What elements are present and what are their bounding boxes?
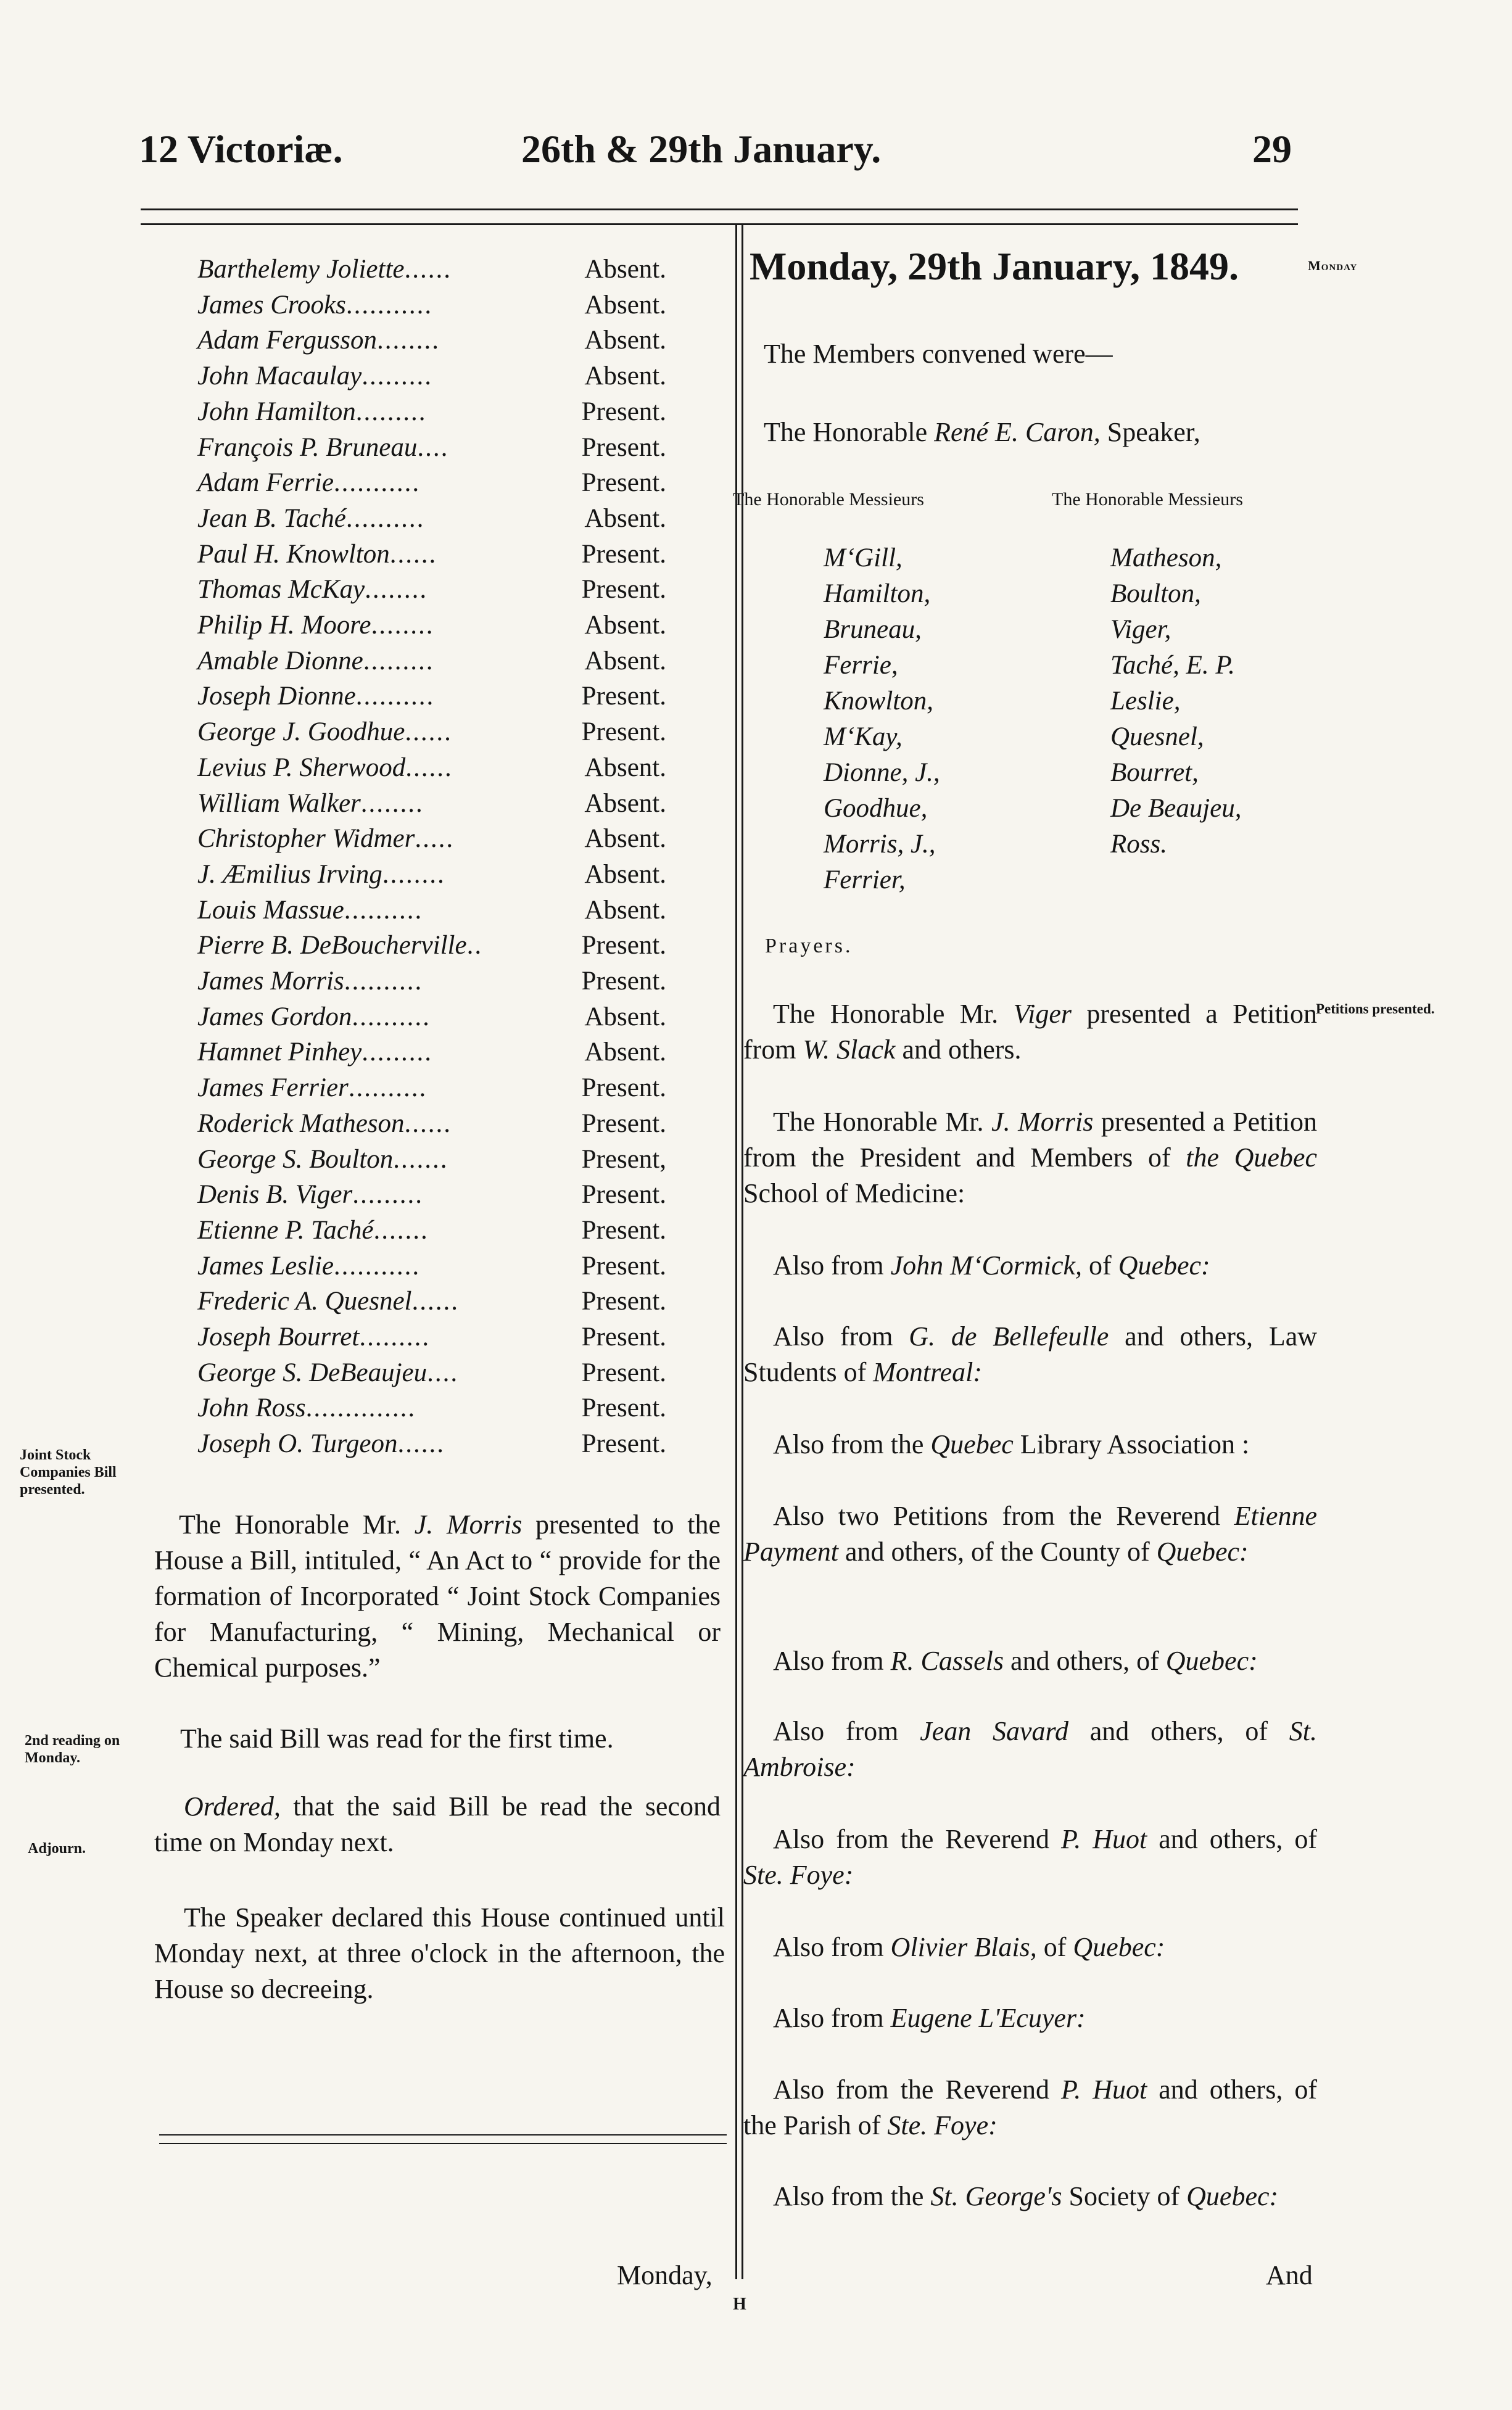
member-present-left: Bruneau, bbox=[824, 615, 922, 644]
division-row bbox=[197, 254, 666, 289]
division-row bbox=[197, 930, 666, 965]
dot-leader: ........ bbox=[365, 575, 428, 605]
member-name: Adam Fergusson bbox=[197, 326, 378, 355]
member-present-right: De Beaujeu, bbox=[1110, 794, 1242, 823]
attendance-status: Present. bbox=[581, 1287, 666, 1316]
running-head-left: 12 Victoriæ. bbox=[139, 127, 343, 171]
division-row bbox=[197, 1037, 666, 1071]
text: and others, of the Parish of bbox=[743, 2074, 1317, 2140]
division-row bbox=[197, 539, 666, 574]
attendance-status: Absent. bbox=[584, 895, 666, 925]
margin-note-monday: Monday bbox=[1308, 258, 1358, 273]
member-present-left: Morris, J., bbox=[824, 830, 936, 859]
petition-paragraph bbox=[743, 2072, 1317, 2144]
text: presented a Petition from bbox=[743, 999, 1318, 1065]
division-row bbox=[197, 1215, 666, 1250]
member-present-left: Dionne, J., bbox=[824, 758, 940, 787]
petition-name: W. Slack bbox=[803, 1034, 896, 1065]
division-row bbox=[197, 1251, 666, 1285]
dot-leader: .......... bbox=[348, 1073, 428, 1103]
petition-paragraph bbox=[743, 1319, 1317, 1390]
member-present-right: Matheson, bbox=[1110, 543, 1222, 572]
member-present-left: Hamilton, bbox=[824, 579, 931, 608]
member-name: Christopher Widmer bbox=[197, 824, 415, 854]
member-name: John Ross bbox=[197, 1393, 306, 1423]
attendance-status: Absent. bbox=[584, 1038, 666, 1067]
members-convened: The Members convened were— bbox=[764, 339, 1113, 369]
dot-leader: ........ bbox=[377, 326, 440, 355]
dot-leader: ......... bbox=[355, 397, 427, 426]
petition-paragraph bbox=[743, 1643, 1317, 1679]
division-row bbox=[197, 468, 666, 502]
member-name: Amable Dionne bbox=[197, 646, 363, 675]
text: of bbox=[1082, 1250, 1118, 1281]
dot-leader: .. bbox=[466, 931, 483, 960]
division-row bbox=[197, 1179, 666, 1214]
member-name: J. Morris bbox=[414, 1509, 523, 1540]
header-rule-top bbox=[141, 208, 1298, 210]
text: School of Medicine: bbox=[743, 1178, 965, 1208]
petition-name: Etienne Payment bbox=[743, 1501, 1317, 1567]
member-name: Etienne P. Taché bbox=[197, 1215, 374, 1245]
division-row bbox=[197, 1108, 666, 1143]
attendance-status: Present. bbox=[581, 1108, 666, 1138]
petition-paragraph bbox=[743, 1248, 1317, 1284]
dot-leader: ......... bbox=[363, 646, 434, 675]
petition-name: R. Cassels bbox=[890, 1646, 1004, 1676]
division-row bbox=[197, 823, 666, 858]
dot-leader: ...... bbox=[404, 255, 452, 284]
member-present-left: Ferrier, bbox=[824, 865, 906, 894]
text: Also from bbox=[773, 1932, 891, 1962]
text: Library Association : bbox=[1013, 1429, 1250, 1459]
margin-note-second-reading: 2nd reading on Monday. bbox=[25, 1733, 120, 1766]
text: and others, of bbox=[1068, 1716, 1289, 1746]
attendance-status: Present. bbox=[581, 397, 666, 426]
division-row bbox=[197, 432, 666, 467]
petition-name: Jean Savard bbox=[920, 1716, 1069, 1746]
member-present-left: Knowlton, bbox=[824, 687, 934, 716]
member-name: Denis B. Viger bbox=[197, 1180, 353, 1210]
division-row bbox=[197, 1358, 666, 1392]
dot-leader: ....... bbox=[373, 1215, 429, 1245]
dot-leader: ......... bbox=[361, 1038, 433, 1067]
member-name: Philip H. Moore bbox=[197, 611, 371, 640]
member-name: Paul H. Knowlton bbox=[197, 539, 390, 569]
attendance-status: Present. bbox=[581, 1073, 666, 1103]
petition-name: Olivier Blais, bbox=[890, 1932, 1037, 1962]
speaker-line bbox=[764, 415, 1200, 450]
dot-leader: .......... bbox=[352, 1002, 431, 1031]
attendance-status: Absent. bbox=[584, 326, 666, 355]
division-row bbox=[197, 966, 666, 1001]
member-present-right: Bourret, bbox=[1110, 758, 1199, 787]
dot-leader: ........ bbox=[360, 788, 424, 818]
member-name: Joseph O. Turgeon bbox=[197, 1429, 398, 1459]
dot-leader: ..... bbox=[415, 824, 455, 854]
petition-paragraph bbox=[743, 1498, 1317, 1570]
text: Also from the Reverend bbox=[773, 2074, 1062, 2105]
signature-mark: H bbox=[733, 2295, 746, 2314]
dot-leader: ......... bbox=[359, 1323, 431, 1351]
dot-leader: .......... bbox=[355, 682, 435, 711]
division-row bbox=[197, 397, 666, 431]
text: The Honorable Mr. bbox=[773, 1107, 992, 1137]
text: The Honorable Mr. bbox=[773, 999, 1014, 1029]
attendance-status: Absent. bbox=[584, 859, 666, 889]
attendance-status: Present, bbox=[581, 1144, 666, 1174]
division-row bbox=[197, 717, 666, 751]
first-reading-paragraph: The said Bill was read for the first time. bbox=[180, 1723, 614, 1754]
attendance-status: Present. bbox=[581, 1358, 666, 1387]
margin-note-joint-stock: Joint Stock Companies Bill presented. bbox=[20, 1447, 117, 1498]
members-header-right: The Honorable Messieurs bbox=[1052, 489, 1243, 510]
division-row bbox=[197, 859, 666, 894]
member-present-left: Goodhue, bbox=[824, 794, 928, 823]
text: Also two Petitions from the Reverend bbox=[773, 1501, 1234, 1531]
division-row bbox=[197, 1322, 666, 1356]
member-name: John Hamilton bbox=[197, 397, 356, 426]
dot-leader: ........ bbox=[371, 611, 434, 640]
member-present-right: Boulton, bbox=[1110, 579, 1201, 608]
division-row bbox=[197, 503, 666, 538]
ordered-paragraph bbox=[154, 1789, 721, 1860]
attendance-status: Present. bbox=[581, 575, 666, 605]
petition-name: Ste. Foye: bbox=[887, 2110, 998, 2140]
text: The Honorable Mr. bbox=[179, 1509, 415, 1540]
attendance-status: Absent. bbox=[584, 788, 666, 818]
division-row bbox=[197, 574, 666, 609]
running-head-center: 26th & 29th January. bbox=[521, 127, 882, 171]
member-name: George J. Goodhue bbox=[197, 717, 405, 747]
text: Also from bbox=[773, 2003, 891, 2033]
member-name: Roderick Matheson bbox=[197, 1108, 405, 1138]
date-heading: Monday, 29th January, 1849. bbox=[750, 244, 1239, 288]
text: Also from bbox=[773, 1250, 891, 1281]
petition-name: Eugene L'Ecuyer: bbox=[890, 2003, 1086, 2033]
member-name: Frederic A. Quesnel bbox=[197, 1287, 412, 1316]
prayers-heading: Prayers. bbox=[765, 935, 853, 957]
member-present-right: Taché, E. P. bbox=[1110, 651, 1235, 680]
dot-leader: ...... bbox=[389, 539, 437, 569]
column-divider-a bbox=[735, 225, 737, 2279]
attendance-status: Absent. bbox=[584, 646, 666, 675]
dot-leader: ....... bbox=[393, 1144, 448, 1174]
member-name: James Ferrier bbox=[197, 1073, 349, 1103]
member-name: Jean B. Taché bbox=[197, 503, 346, 533]
attendance-status: Present. bbox=[581, 468, 666, 498]
petition-name: Quebec: bbox=[1165, 1646, 1258, 1676]
petition-paragraph bbox=[743, 1822, 1317, 1893]
petition-paragraph bbox=[743, 2179, 1317, 2214]
dot-leader: ...... bbox=[397, 1429, 445, 1459]
member-name: Pierre B. DeBoucherville bbox=[197, 931, 467, 960]
text: Also from the bbox=[773, 1429, 931, 1459]
end-rule-top bbox=[159, 2134, 727, 2136]
member-name: James Morris bbox=[197, 967, 344, 996]
petition-name: Ste. Foye: bbox=[743, 1860, 854, 1890]
catchword-right: And bbox=[1266, 2260, 1313, 2290]
dot-leader: .......... bbox=[345, 503, 425, 533]
text: Also from bbox=[773, 1716, 920, 1746]
petition-name: Quebec bbox=[930, 1429, 1014, 1459]
dot-leader: ......... bbox=[361, 361, 433, 391]
text: The Honorable bbox=[764, 417, 935, 447]
dot-leader: .......... bbox=[344, 895, 423, 925]
member-present-right: Ross. bbox=[1110, 830, 1167, 859]
petition-name: J. Morris bbox=[991, 1107, 1094, 1137]
attendance-status: Absent. bbox=[584, 503, 666, 533]
attendance-status: Present. bbox=[581, 1251, 666, 1281]
dot-leader: .............. bbox=[305, 1393, 416, 1423]
attendance-status: Absent. bbox=[584, 824, 666, 854]
text: Also from bbox=[773, 1646, 891, 1676]
petition-name: Quebec: bbox=[1073, 1932, 1165, 1962]
member-name: François P. Bruneau bbox=[197, 432, 418, 462]
text: Also from the Reverend bbox=[773, 1824, 1062, 1854]
catchword-left: Monday, bbox=[617, 2260, 713, 2290]
dot-leader: ...... bbox=[404, 1108, 452, 1138]
dot-leader: .... bbox=[427, 1358, 459, 1387]
member-name: Levius P. Sherwood bbox=[197, 753, 406, 782]
speaker-name: René E. Caron, bbox=[934, 417, 1101, 447]
dot-leader: .......... bbox=[344, 967, 423, 996]
division-row bbox=[197, 1429, 666, 1463]
member-name: Joseph Dionne bbox=[197, 682, 356, 711]
division-row bbox=[197, 325, 666, 360]
member-name: James Leslie bbox=[197, 1251, 334, 1281]
attendance-status: Present. bbox=[581, 1393, 666, 1423]
member-name: Adam Ferrie bbox=[197, 468, 334, 498]
attendance-status: Absent. bbox=[584, 255, 666, 284]
member-name: J. Æmilius Irving bbox=[197, 859, 382, 889]
division-row bbox=[197, 646, 666, 680]
division-row bbox=[197, 290, 666, 324]
dot-leader: ........ bbox=[382, 859, 445, 889]
attendance-status: Absent. bbox=[584, 361, 666, 391]
bill-presented-paragraph bbox=[154, 1507, 721, 1686]
petition-name: P. Huot bbox=[1061, 1824, 1147, 1854]
division-row bbox=[197, 1073, 666, 1107]
member-name: Barthelemy Joliette bbox=[197, 255, 405, 284]
petition-name: Quebec: bbox=[1156, 1537, 1249, 1567]
attendance-status: Present. bbox=[581, 1429, 666, 1459]
member-name: George S. DeBeaujeu bbox=[197, 1358, 428, 1387]
text: and others. bbox=[895, 1034, 1022, 1065]
petition-name: Montreal: bbox=[873, 1357, 983, 1387]
petition-name: St. Ambroise: bbox=[743, 1716, 1317, 1782]
attendance-status: Absent. bbox=[584, 290, 666, 320]
member-present-right: Quesnel, bbox=[1110, 722, 1204, 751]
attendance-status: Absent. bbox=[584, 1002, 666, 1031]
dot-leader: ........... bbox=[333, 468, 421, 498]
text: and others, of the County of bbox=[838, 1537, 1157, 1567]
margin-note-adjourn: Adjourn. bbox=[28, 1841, 86, 1857]
petition-paragraph bbox=[743, 1929, 1317, 1965]
division-row bbox=[197, 361, 666, 395]
text: that the said Bill be read the second time on Monday next. bbox=[154, 1791, 721, 1857]
attendance-status: Present. bbox=[581, 432, 666, 462]
member-name: John Macaulay bbox=[197, 361, 362, 391]
attendance-status: Present. bbox=[581, 931, 666, 960]
division-row bbox=[197, 610, 666, 645]
members-header-left: The Honorable Messieurs bbox=[733, 489, 924, 510]
petition-name: St. George's bbox=[930, 2181, 1062, 2211]
end-rule-bottom bbox=[159, 2143, 727, 2144]
division-row bbox=[197, 895, 666, 930]
attendance-status: Present. bbox=[581, 967, 666, 996]
text: Also from bbox=[773, 1321, 909, 1351]
attendance-status: Absent. bbox=[584, 753, 666, 782]
division-row bbox=[197, 1393, 666, 1427]
dot-leader: .... bbox=[417, 432, 449, 462]
division-row bbox=[197, 788, 666, 823]
member-name: George S. Boulton bbox=[197, 1144, 394, 1174]
dot-leader: ...... bbox=[405, 753, 453, 782]
margin-note-petitions: Petitions presented. bbox=[1316, 1001, 1435, 1017]
petition-name: the Quebec bbox=[1186, 1142, 1317, 1173]
member-name: Hamnet Pinhey bbox=[197, 1038, 362, 1067]
petition-paragraph bbox=[743, 1714, 1317, 1785]
attendance-status: Present. bbox=[581, 682, 666, 711]
petition-name: P. Huot bbox=[1061, 2074, 1147, 2105]
attendance-status: Present. bbox=[581, 1323, 666, 1351]
petition-name: Viger bbox=[1013, 999, 1072, 1029]
petition-name: G. de Bellefeulle bbox=[909, 1321, 1109, 1351]
text: of bbox=[1036, 1932, 1073, 1962]
dot-leader: ...... bbox=[411, 1287, 459, 1316]
text: and others, Law Students of bbox=[743, 1321, 1317, 1387]
petition-name: Quebec: bbox=[1186, 2181, 1279, 2211]
division-row bbox=[197, 753, 666, 787]
member-present-left: Ferrie, bbox=[824, 651, 898, 680]
dot-leader: ......... bbox=[352, 1180, 423, 1210]
ordered-word: Ordered, bbox=[184, 1791, 281, 1822]
attendance-status: Present. bbox=[581, 539, 666, 569]
text: and others, of bbox=[1147, 1824, 1317, 1854]
member-name: James Crooks bbox=[197, 290, 346, 320]
member-name: Thomas McKay bbox=[197, 575, 365, 605]
text: Society of bbox=[1062, 2181, 1187, 2211]
attendance-status: Present. bbox=[581, 1215, 666, 1245]
attendance-status: Present. bbox=[581, 1180, 666, 1210]
member-present-right: Viger, bbox=[1110, 615, 1171, 644]
member-name: William Walker bbox=[197, 788, 361, 818]
text: Speaker, bbox=[1100, 417, 1200, 447]
member-name: Joseph Bourret bbox=[197, 1323, 360, 1351]
petition-name: John M‘Cormick, bbox=[890, 1250, 1083, 1281]
division-row bbox=[197, 1144, 666, 1179]
page-number: 29 bbox=[1252, 127, 1292, 171]
petition-paragraph bbox=[743, 996, 1317, 1068]
text: presented to the House a Bill, intituled, “ An Act to “ provide for the formation of Incorporated “ Joint Stock Companies for Manufacturing, “ Mining, Mechanical or Chemical purposes.” bbox=[154, 1509, 721, 1683]
petition-paragraph bbox=[743, 2000, 1317, 2036]
member-present-left: M‘Gill, bbox=[824, 543, 903, 572]
text: presented a Petition from the President and Members of bbox=[743, 1107, 1318, 1173]
petition-paragraph bbox=[743, 1427, 1317, 1463]
text: Also from the bbox=[773, 2181, 931, 2211]
member-present-left: M‘Kay, bbox=[824, 722, 903, 751]
attendance-status: Absent. bbox=[584, 611, 666, 640]
header-rule-bottom bbox=[141, 223, 1298, 225]
division-row bbox=[197, 1002, 666, 1036]
dot-leader: ........... bbox=[333, 1251, 421, 1281]
text: and others, of bbox=[1004, 1646, 1166, 1676]
member-present-right: Leslie, bbox=[1110, 687, 1181, 716]
petition-name: Quebec: bbox=[1118, 1250, 1210, 1281]
member-name: James Gordon bbox=[197, 1002, 352, 1031]
dot-leader: ........... bbox=[345, 290, 433, 320]
attendance-status: Present. bbox=[581, 717, 666, 747]
petition-paragraph bbox=[743, 1104, 1317, 1211]
division-row bbox=[197, 681, 666, 716]
dot-leader: ...... bbox=[405, 717, 452, 747]
speaker-declared-paragraph: The Speaker declared this House continued until Monday next, at three o'clock in the afternoon, the House so decreeing. bbox=[154, 1902, 725, 2004]
division-row bbox=[197, 1286, 666, 1321]
member-name: Louis Massue bbox=[197, 895, 344, 925]
